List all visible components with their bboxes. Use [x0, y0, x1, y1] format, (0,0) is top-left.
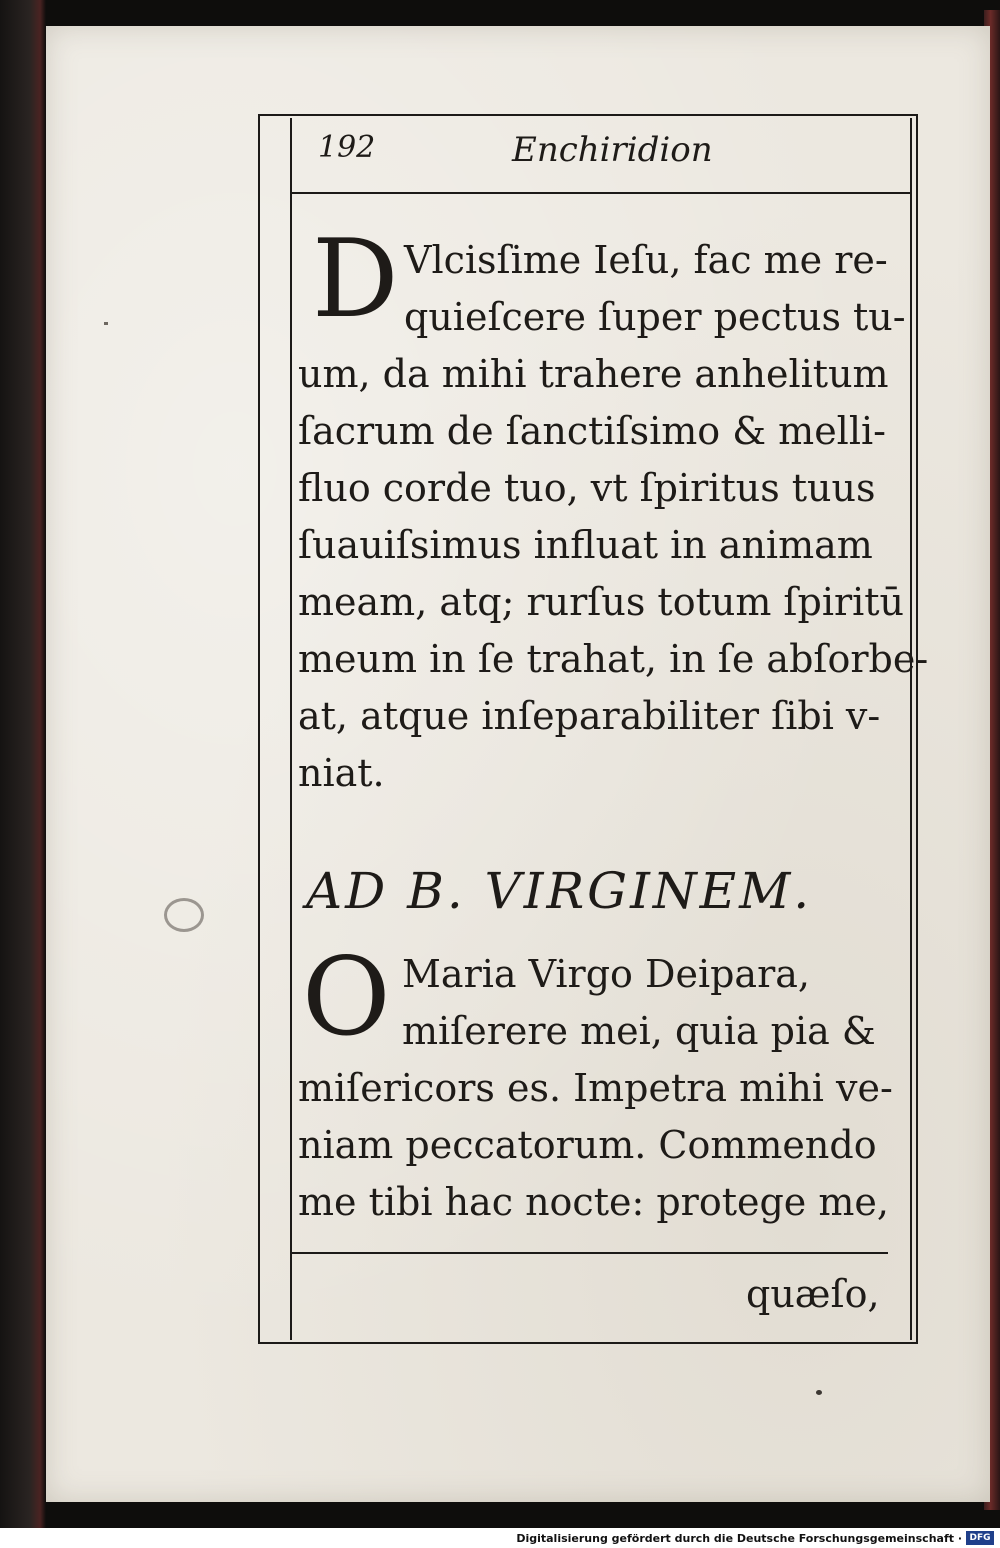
dfg-logo: DFG [966, 1531, 994, 1545]
running-head: Enchiridion [512, 130, 713, 170]
paper-speck [104, 322, 108, 325]
text-line: Vlcisſime Ieſu, fac me re- [404, 238, 888, 282]
text-line: fluo corde tuo, vt ſpiritus tuus [298, 466, 876, 510]
prayer-paragraph [298, 232, 929, 802]
paper-stain-circle [164, 898, 204, 932]
frame-inner-rule-right [910, 118, 912, 1340]
text-line: niam peccatorum. Commendo [298, 1123, 877, 1167]
text-line: quieſcere ſuper pectus tu- [404, 295, 906, 339]
text-line: ſuauiſsimus influat in animam [298, 523, 873, 567]
text-line: ſacrum de ſanctiſsimo & melli- [298, 409, 886, 453]
text-line: me tibi hac nocte: protege me, [298, 1180, 889, 1224]
prayer-paragraph [298, 935, 906, 1231]
paper-speck [816, 1390, 822, 1395]
text-line: meam, atq; rurſus totum ſpiritū [298, 580, 905, 624]
text-line: um, da mihi trahere anhelitum [298, 352, 889, 396]
text-line: at, atque inſeparabiliter ſibi v- [298, 694, 881, 738]
text-line: Maria Virgo Deipara, [402, 952, 810, 996]
text-line: niat. [298, 751, 385, 795]
text-line: meum in ſe trahat, in ſe abſorbe- [298, 637, 929, 681]
text-line: miſerere mei, quia pia & [402, 1009, 876, 1053]
funding-credit: Digitalisierung gefördert durch die Deutsche Forschungsgemeinschaft · [516, 1532, 962, 1545]
drop-cap: D [312, 217, 399, 342]
frame-inner-rule-left [290, 118, 292, 1340]
drop-cap: O [302, 935, 391, 1060]
header-rule [290, 192, 912, 194]
page-number: 192 [318, 130, 376, 165]
text-line: miſericors es. Impetra mihi ve- [298, 1066, 893, 1110]
footer-rule [290, 1252, 888, 1254]
catchword: quæſo, [746, 1272, 880, 1316]
section-heading: AD B. VIRGINEM. [306, 862, 813, 920]
